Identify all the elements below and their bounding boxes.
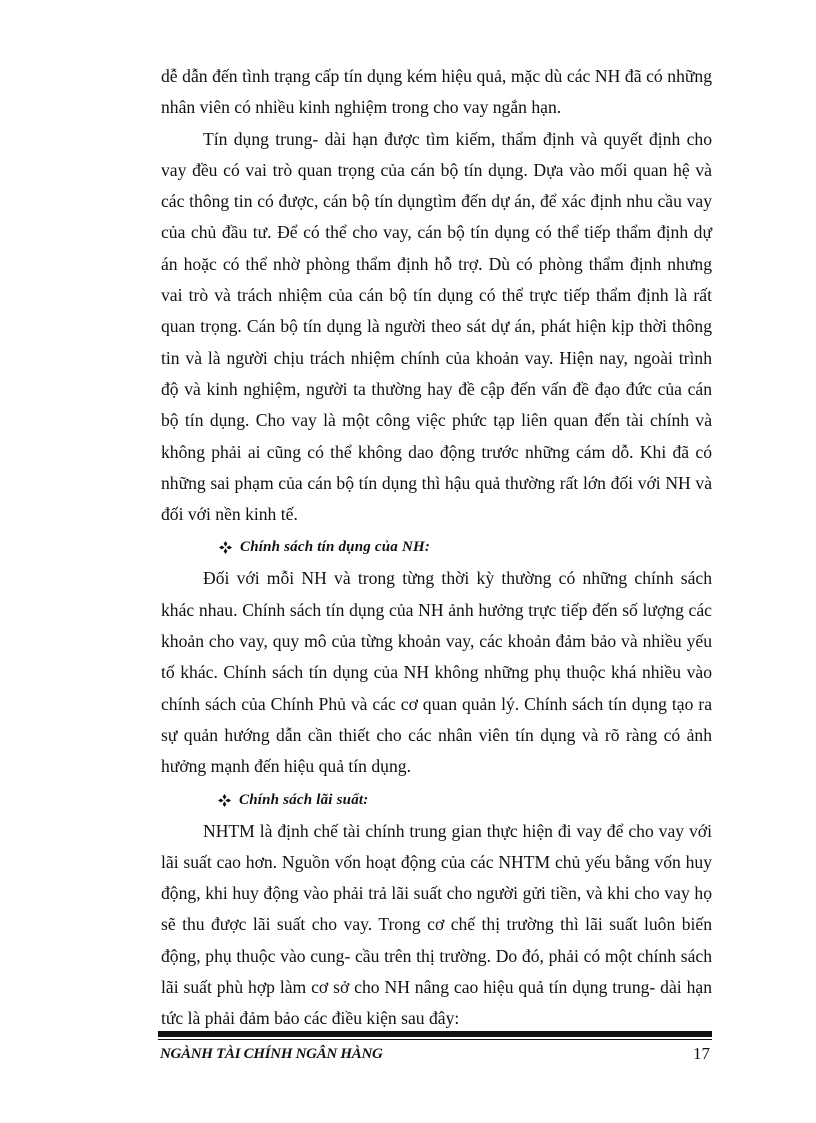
paragraph-credit-officer: Tín dụng trung- dài hạn được tìm kiếm, thẩm định và quyết định cho vay đều có vai trò quan trọng của cán bộ tín dụng. Dựa vào mối quan hệ và các thông tin có được, cán bộ tín dụngtìm đến dự án, để xác định nhu cầu vay của chủ đầu tư. Để có thể cho vay, cán bộ tín dụng có thể tiếp thẩm định dự án hoặc có thể nhờ phòng thẩm định hỗ trợ. Dù có phòng thẩm định nhưng vai trò và trách nhiệm của cán bộ tín dụng có thể trực tiếp thẩm định là rất quan trọng. Cán bộ tín dụng là người theo sát dự án, phát hiện kịp thời thông tin và là người chịu trách nhiệm chính của khoản vay. Hiện nay, ngoài trình độ và kinh nghiệm, người ta thường hay đề cập đến vấn đề đạo đức của cán bộ tín dụng. Cho vay là một công việc phức tạp liên quan đến tài chính và không phải ai cũng có thể không dao động trước những cám dỗ. Khi đã có những sai phạm của cán bộ tín dụng thì hậu quả thường rất lớn đối với NH và đối với nền kinh tế. xyxy=(161,128,712,525)
paragraph-credit-policy: Đối với mỗi NH và trong từng thời kỳ thường có những chính sách khác nhau. Chính sách tín dụng của NH ảnh hưởng trực tiếp đến số lượng các khoản cho vay, quy mô của từng khoản vay, các khoản đảm bảo và nhiều yếu tố khác. Chính sách tín dụng của NH không những phụ thuộc khá nhiều vào chính sách của Chính Phủ và các cơ quan quản lý. Chính sách tín dụng tạo ra sự quản hướng dẫn cần thiết cho các nhân viên tín dụng và rõ ràng có ảnh hưởng mạnh đến hiệu quả tín dụng. xyxy=(161,568,712,777)
page-body xyxy=(161,61,712,1035)
heading-text: Chính sách lãi suất: xyxy=(239,791,369,808)
section-heading-interest-policy xyxy=(161,785,712,816)
four-diamond-bullet-icon xyxy=(218,794,231,807)
section-heading-credit-policy xyxy=(161,532,712,563)
paragraph-continuation: dễ dẫn đến tình trạng cấp tín dụng kém hiệu quả, mặc dù các NH đã có những nhân viên có nhiều kinh nghiệm trong cho vay ngắn hạn. xyxy=(161,66,712,118)
footer-rule-thin xyxy=(158,1039,712,1040)
heading-text: Chính sách tín dụng của NH: xyxy=(240,539,431,556)
paragraph-interest-policy: NHTM là định chế tài chính trung gian thực hiện đi vay để cho vay với lãi suất cao hơn. Nguồn vốn hoạt động của các NHTM chủ yếu bằng vốn huy động, khi huy động vào phải trả lãi suất cho người gửi tiền, và khi cho vay họ sẽ thu được lãi suất cho vay. Trong cơ chế thị trường thì lãi suất luôn biến động, phụ thuộc vào cung- cầu trên thị trường. Do đó, phải có một chính sách lãi suất phù hợp làm cơ sở cho NH nâng cao hiệu quả tín dụng trung- dài hạn tức là phải đảm bảo các điều kiện sau đây: xyxy=(161,820,712,1029)
footer-title: NGÀNH TÀI CHÍNH NGÂN HÀNG xyxy=(160,1046,383,1062)
four-diamond-bullet-icon xyxy=(219,541,232,554)
page-number: 17 xyxy=(693,1044,710,1063)
footer-rule-thick xyxy=(158,1031,712,1037)
